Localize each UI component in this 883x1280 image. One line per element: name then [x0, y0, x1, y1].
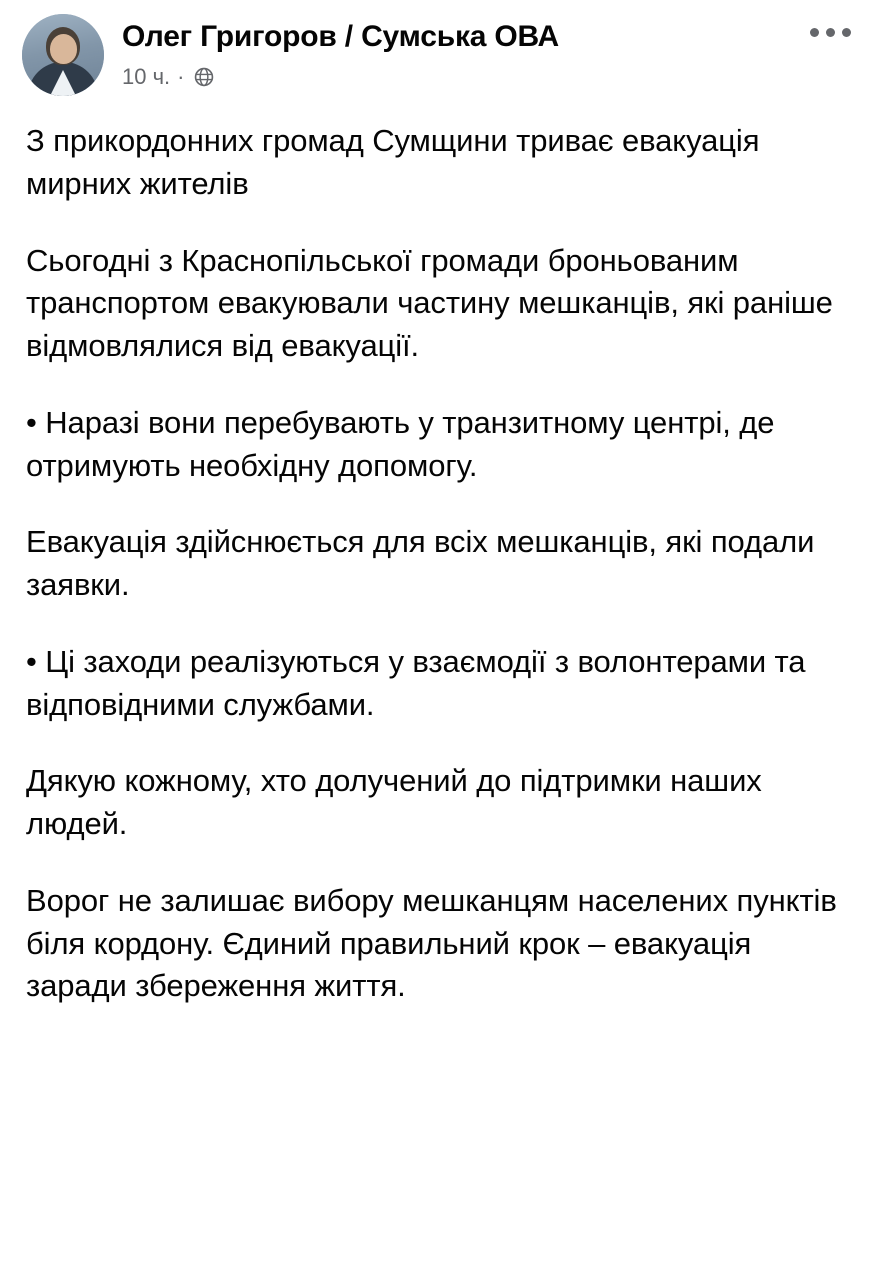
post-body [0, 96, 883, 1008]
menu-dot [826, 28, 835, 37]
post-header [0, 0, 883, 96]
globe-icon[interactable] [192, 65, 216, 89]
post-header-text [122, 14, 861, 90]
author-name[interactable]: Олег Григоров / Сумська ОВА [122, 20, 559, 53]
post-paragraph: Евакуація здійснюється для всіх мешканців, які подали заявки. [26, 524, 823, 603]
post-meta [122, 64, 861, 90]
meta-separator: · [177, 63, 185, 89]
more-options-icon[interactable] [804, 22, 857, 43]
post-paragraph: Дякую кожному, хто долучений до підтримки наших людей. [26, 763, 771, 842]
avatar[interactable] [22, 14, 104, 96]
avatar-face [50, 34, 77, 64]
post-timestamp[interactable]: 10 ч. [122, 63, 171, 89]
post-paragraph: Сьогодні з Краснопільської громади броньованим транспортом евакуювали частину мешканців, які раніше відмовлялися від евакуації. [26, 242, 842, 364]
post-paragraph: Ворог не залишає вибору мешканцям населених пунктів біля кордону. Єдиний правильний крок – евакуація заради збереження життя. [26, 882, 846, 1004]
post-paragraph: • Наразі вони перебувають у транзитному центрі, де отримують необхідну допомогу. [26, 404, 783, 483]
post-paragraph: З прикордонних громад Сумщини триває евакуація мирних жителів [26, 123, 768, 201]
post-paragraph: • Ці заходи реалізуються у взаємодії з волонтерами та відповідними службами. [26, 643, 814, 722]
menu-dot [842, 28, 851, 37]
menu-dot [810, 28, 819, 37]
